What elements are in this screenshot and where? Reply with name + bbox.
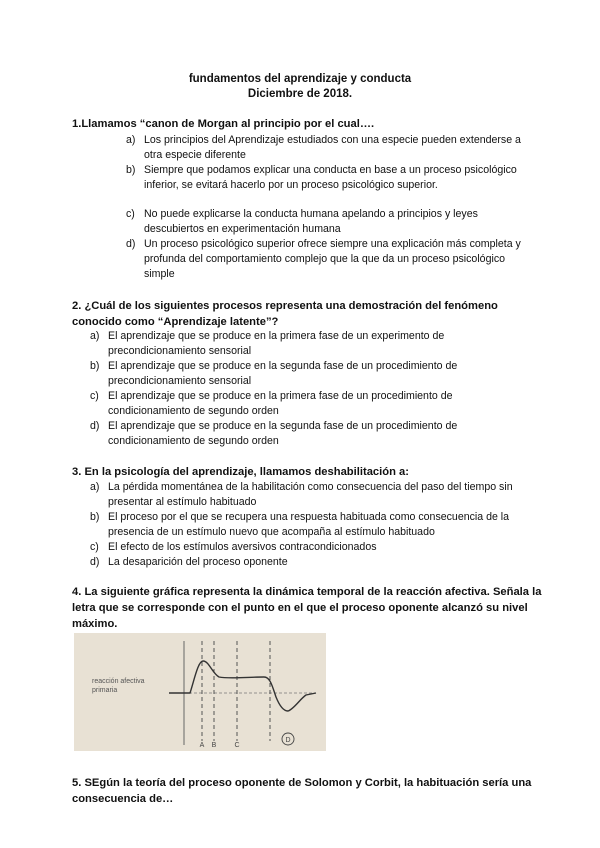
question-1-option-a[interactable]: [126, 133, 526, 163]
option-text: No puede explicarse la conducta humana apelando a principios y leyes descubiertos en experimentación humana: [144, 208, 478, 235]
question-2-option-d[interactable]: [90, 419, 520, 449]
affective-reaction-figure: [74, 633, 326, 751]
option-label: c): [126, 208, 135, 220]
question-3-option-d[interactable]: [90, 555, 530, 570]
option-text: Un proceso psicológico superior ofrece siempre una explicación más completa y profunda del comportamiento complejo que la que da un proceso psicológico simple: [144, 238, 521, 280]
option-label: d): [126, 238, 136, 250]
question-2-option-c[interactable]: [90, 389, 520, 419]
option-text: El proceso por el que se recupera una respuesta habituada como consecuencia de la presencia de un estímulo nuevo que acompaña al estímulo habituado: [108, 511, 510, 538]
reaction-curve: [169, 661, 316, 711]
option-label: b): [90, 360, 100, 372]
option-text: El aprendizaje que se produce en la segunda fase de un procedimiento de precondicionamiento sensorial: [108, 360, 458, 387]
option-label: a): [90, 481, 100, 493]
question-1-option-b[interactable]: [126, 163, 526, 193]
option-label: d): [90, 420, 100, 432]
option-text: Siempre que podamos explicar una conducta en base a un proceso psicológico inferior, se evitará hacerlo por un proceso psicológico superior.: [144, 164, 517, 191]
option-label: a): [90, 330, 100, 342]
question-1: 1.Llamamos “canon de Morgan al principio por el cual….: [72, 118, 375, 130]
option-text: El aprendizaje que se produce en la primera fase de un experimento de precondicionamiento sensorial: [108, 330, 445, 357]
marker-label-b: B: [211, 742, 217, 749]
question-1-option-c[interactable]: [126, 207, 526, 237]
question-2-option-b[interactable]: [90, 359, 520, 389]
question-4: 4. La siguiente gráfica representa la dinámica temporal de la reacción afectiva. Señala la letra que se corresponde con el punto en el que el proceso oponente alcanzó su nivel máximo.: [72, 586, 542, 630]
document-date: Diciembre de 2018.: [247, 88, 353, 100]
question-2-option-a[interactable]: [90, 329, 520, 359]
question-3-option-a[interactable]: [90, 480, 530, 510]
option-text: La pérdida momentánea de la habilitación como consecuencia del paso del tiempo sin presentar al estímulo habituado: [108, 481, 513, 508]
option-label: d): [90, 556, 100, 568]
option-label: c): [90, 390, 99, 402]
option-text: El aprendizaje que se produce en la primera fase de un procedimiento de condicionamiento de segundo orden: [108, 390, 453, 417]
option-label: b): [90, 511, 100, 523]
question-2: 2. ¿Cuál de los siguientes procesos representa una demostración del fenómeno conocido como “Aprendizaje latente”?: [72, 300, 498, 328]
option-text: El efecto de los estímulos aversivos contracondicionados: [108, 541, 377, 553]
option-label: a): [126, 134, 136, 146]
question-1-option-d[interactable]: [126, 237, 526, 282]
question-3-option-c[interactable]: [90, 540, 530, 555]
option-text: La desaparición del proceso oponente: [108, 556, 288, 568]
marker-label-a: A: [199, 742, 205, 749]
document-title: fundamentos del aprendizaje y conducta: [188, 73, 412, 85]
option-text: El aprendizaje que se produce en la segunda fase de un procedimiento de condicionamiento de segundo orden: [108, 420, 458, 447]
option-text: Los principios del Aprendizaje estudiados con una especie pueden extenderse a otra especie diferente: [144, 134, 521, 161]
question-3: 3. En la psicología del aprendizaje, llamamos deshabilitación a:: [72, 466, 409, 478]
question-3-option-b[interactable]: [90, 510, 530, 540]
figure-ylabel: reacción afectiva primaria: [92, 678, 145, 694]
marker-label-d: D: [285, 737, 291, 744]
question-5: 5. SEgún la teoría del proceso oponente de Solomon y Corbit, la habituación sería una consecuencia de…: [72, 777, 532, 805]
option-label: b): [126, 164, 136, 176]
option-label: c): [90, 541, 99, 553]
marker-label-c: C: [234, 742, 240, 749]
